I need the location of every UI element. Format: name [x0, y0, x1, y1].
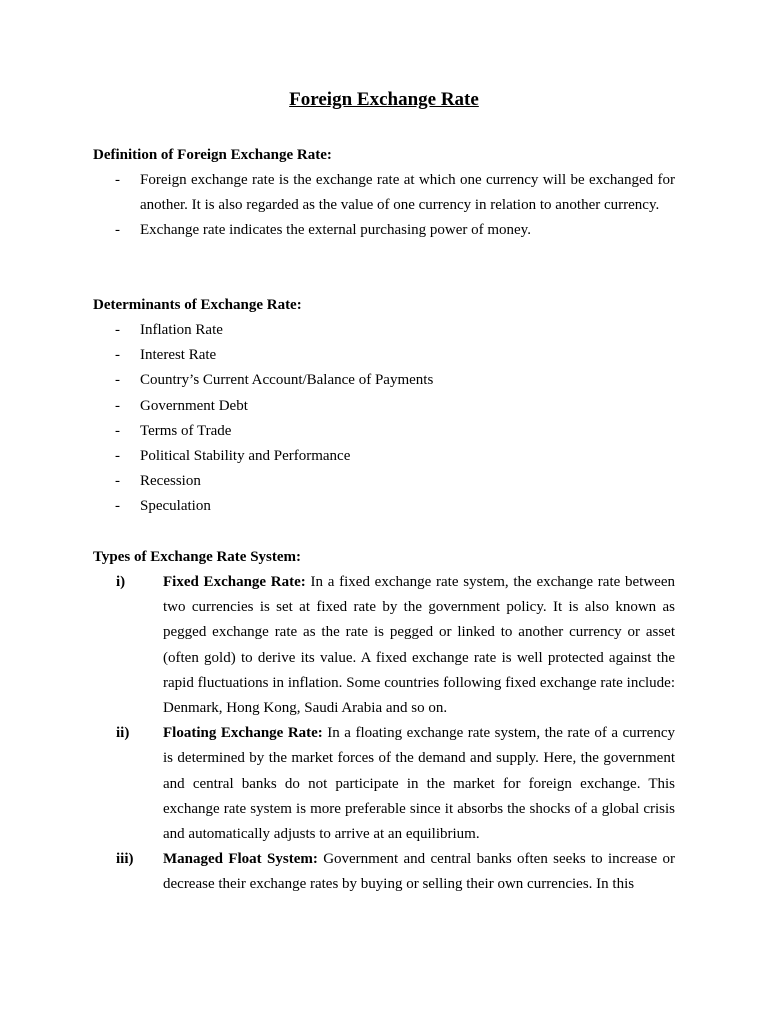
determinant-item-text: Terms of Trade	[140, 422, 232, 439]
determinant-item-text: Inflation Rate	[140, 322, 223, 338]
type-item-number: ii)	[116, 725, 130, 742]
determinant-item	[93, 318, 675, 343]
definition-heading: Definition of Foreign Exchange Rate:	[93, 147, 332, 163]
bullet-dash: -	[115, 422, 120, 439]
determinant-item	[93, 469, 675, 494]
type-item-term: Floating Exchange Rate:	[163, 725, 323, 742]
definition-section	[93, 143, 675, 244]
type-item-text: In a floating exchange rate system, the rate of a currency is determined by the market forces of the demand and supply. Here, the government and central banks do not participate in the market for foreign exchange. This exchange rate system is more preferable since it absorbs the shocks of a global crisis and automatically adjusts to arrive at an equilibrium.	[163, 725, 675, 843]
determinant-item-text: Recession	[140, 473, 201, 490]
types-section	[93, 545, 675, 898]
type-item-number: i)	[116, 574, 126, 590]
determinant-item	[93, 494, 675, 519]
determinant-item-text: Government Debt	[140, 397, 248, 414]
determinants-heading: Determinants of Exchange Rate:	[93, 297, 302, 313]
page-title: Foreign Exchange Rate	[289, 89, 479, 110]
types-list	[93, 570, 675, 898]
bullet-dash: -	[115, 473, 120, 490]
definition-item	[93, 218, 675, 243]
bullet-dash: -	[115, 222, 120, 239]
bullet-dash: -	[115, 172, 120, 188]
definition-item-text: Foreign exchange rate is the exchange rate at which one currency will be exchanged for another. It is also regarded as the value of one currency in relation to another currency.	[140, 172, 675, 214]
determinant-item-text: Interest Rate	[140, 347, 217, 364]
determinant-item-text: Speculation	[140, 498, 211, 515]
type-item	[93, 847, 675, 897]
bullet-dash: -	[115, 347, 120, 364]
determinant-item	[93, 394, 675, 419]
determinant-item-text: Country’s Current Account/Balance of Payments	[140, 372, 434, 389]
type-item-text: Government and central banks often seeks to increase or decrease their exchange rates by buying or selling their own currencies. In this	[163, 851, 675, 893]
types-heading: Types of Exchange Rate System:	[93, 549, 302, 565]
determinant-item	[93, 444, 675, 469]
determinant-item	[93, 368, 675, 393]
bullet-dash: -	[115, 448, 120, 465]
definition-list	[93, 168, 675, 244]
determinant-item	[93, 419, 675, 444]
type-item-number: iii)	[116, 851, 134, 868]
type-item	[93, 721, 675, 847]
type-item-text: In a fixed exchange rate system, the exchange rate between two currencies is set at fixed rate by the government policy. It is also known as pegged exchange rate as the rate is pegged or linked to another currency or asset (often gold) to derive its value. A fixed exchange rate is well protected against the rapid fluctuations in inflation. Some countries following fixed exchange rate include: Denmark, Hong Kong, Saudi Arabia and so on.	[163, 574, 675, 717]
bullet-dash: -	[115, 372, 120, 389]
definition-item-text: Exchange rate indicates the external purchasing power of money.	[140, 222, 531, 239]
type-item-term: Managed Float System:	[163, 851, 318, 868]
bullet-dash: -	[115, 322, 120, 338]
type-item	[93, 570, 675, 721]
bullet-dash: -	[115, 498, 120, 515]
type-item-term: Fixed Exchange Rate:	[163, 574, 306, 590]
definition-item	[93, 168, 675, 218]
determinant-item-text: Political Stability and Performance	[140, 448, 351, 465]
determinant-item	[93, 343, 675, 368]
determinants-section	[93, 293, 675, 520]
determinants-list	[93, 318, 675, 520]
bullet-dash: -	[115, 397, 120, 414]
